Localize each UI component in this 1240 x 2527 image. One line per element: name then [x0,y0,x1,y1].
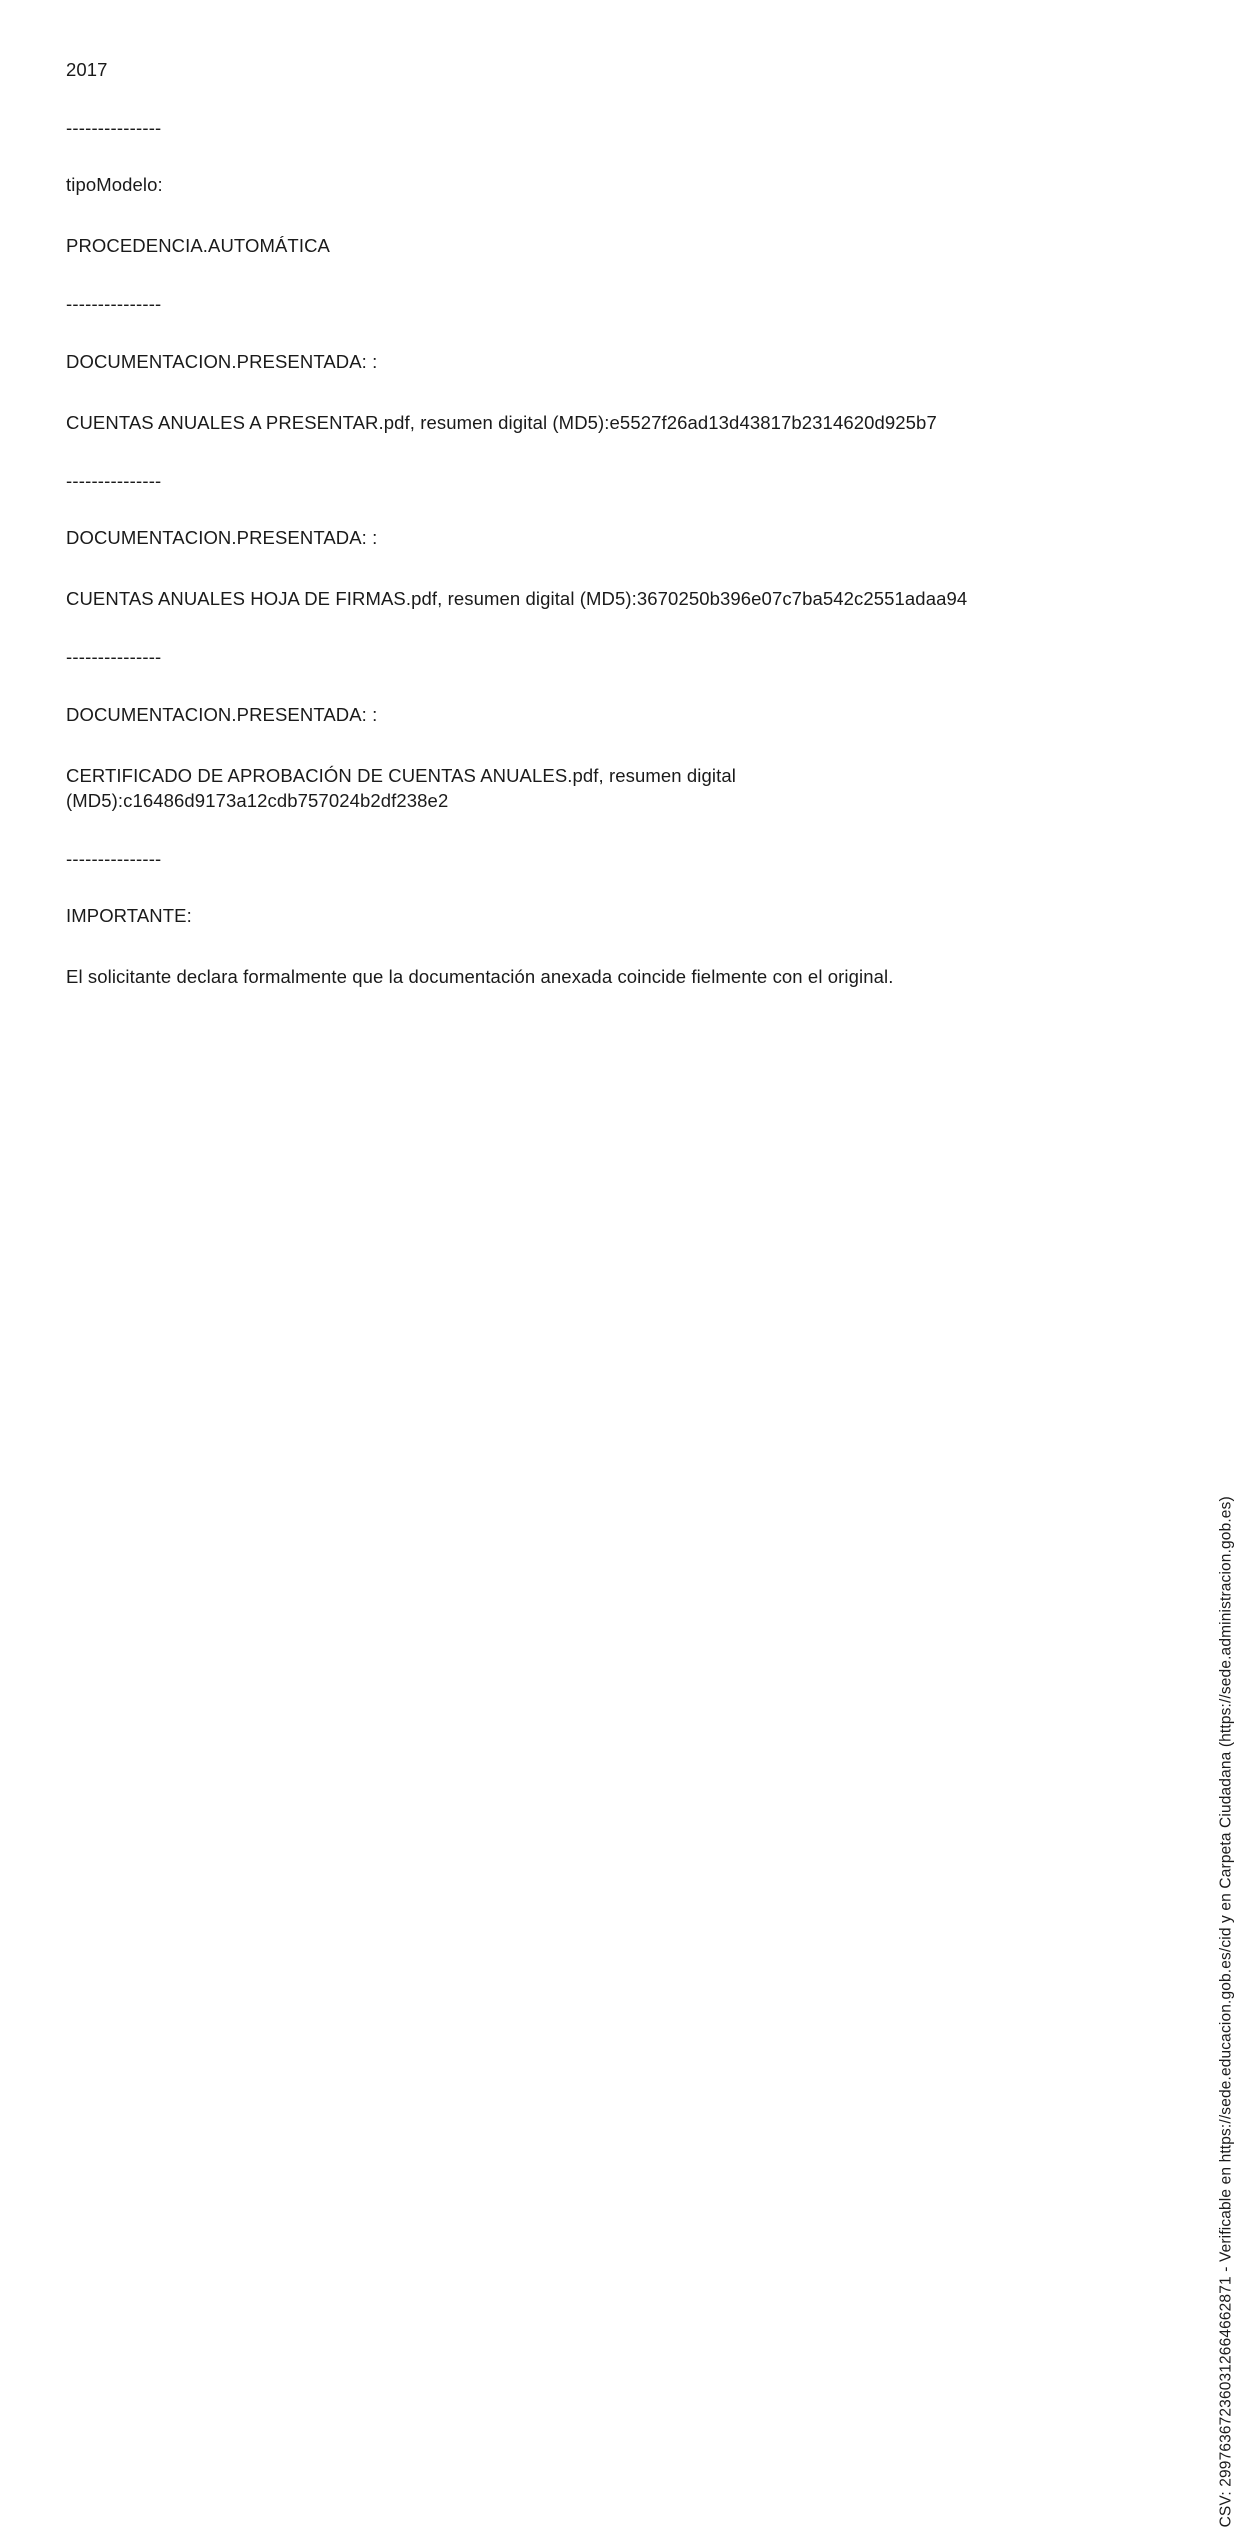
separator-5: --------------- [66,847,162,869]
document-entry [66,703,1006,814]
separator-3: --------------- [66,469,162,491]
year-text: 2017 [66,59,108,80]
document-file-line: CUENTAS ANUALES A PRESENTAR.pdf, resumen digital (MD5):e5527f26ad13d43817b2314620d925b7 [66,411,937,433]
document-entry [66,350,1006,436]
document-entry [66,526,1006,612]
documentacion-presentada-label: DOCUMENTACION.PRESENTADA: : [66,703,378,725]
importante-label: IMPORTANTE: [66,905,192,927]
documentacion-presentada-label: DOCUMENTACION.PRESENTADA: : [66,527,378,549]
document-file-line: CERTIFICADO DE APROBACIÓN DE CUENTAS ANUALES.pdf, resumen digital (MD5):c16486d9173a12cdb757024b2df238e2 [66,764,742,811]
importante-text: El solicitante declara formalmente que la documentación anexada coincide fielmente con el original. [66,966,894,988]
document-file-line: CUENTAS ANUALES HOJA DE FIRMAS.pdf, resumen digital (MD5):3670250b396e07c7ba542c2551adaa94 [66,588,968,610]
tipo-modelo-value: PROCEDENCIA.AUTOMÁTICA [66,235,330,257]
csv-verification-text: CSV: 299763672360312664662871 - Verificable en https://sede.educacion.gob.es/cid y en Carpeta Ciudadana (https://sede.administracion.gob.es) [1217,1496,1234,2527]
documentacion-presentada-label: DOCUMENTACION.PRESENTADA: : [66,350,378,372]
tipo-modelo-label: tipoModelo: [66,174,163,196]
separator-1: --------------- [66,116,162,138]
separator-2: --------------- [66,293,162,315]
document-body [66,58,1006,990]
separator-4: --------------- [66,646,162,668]
